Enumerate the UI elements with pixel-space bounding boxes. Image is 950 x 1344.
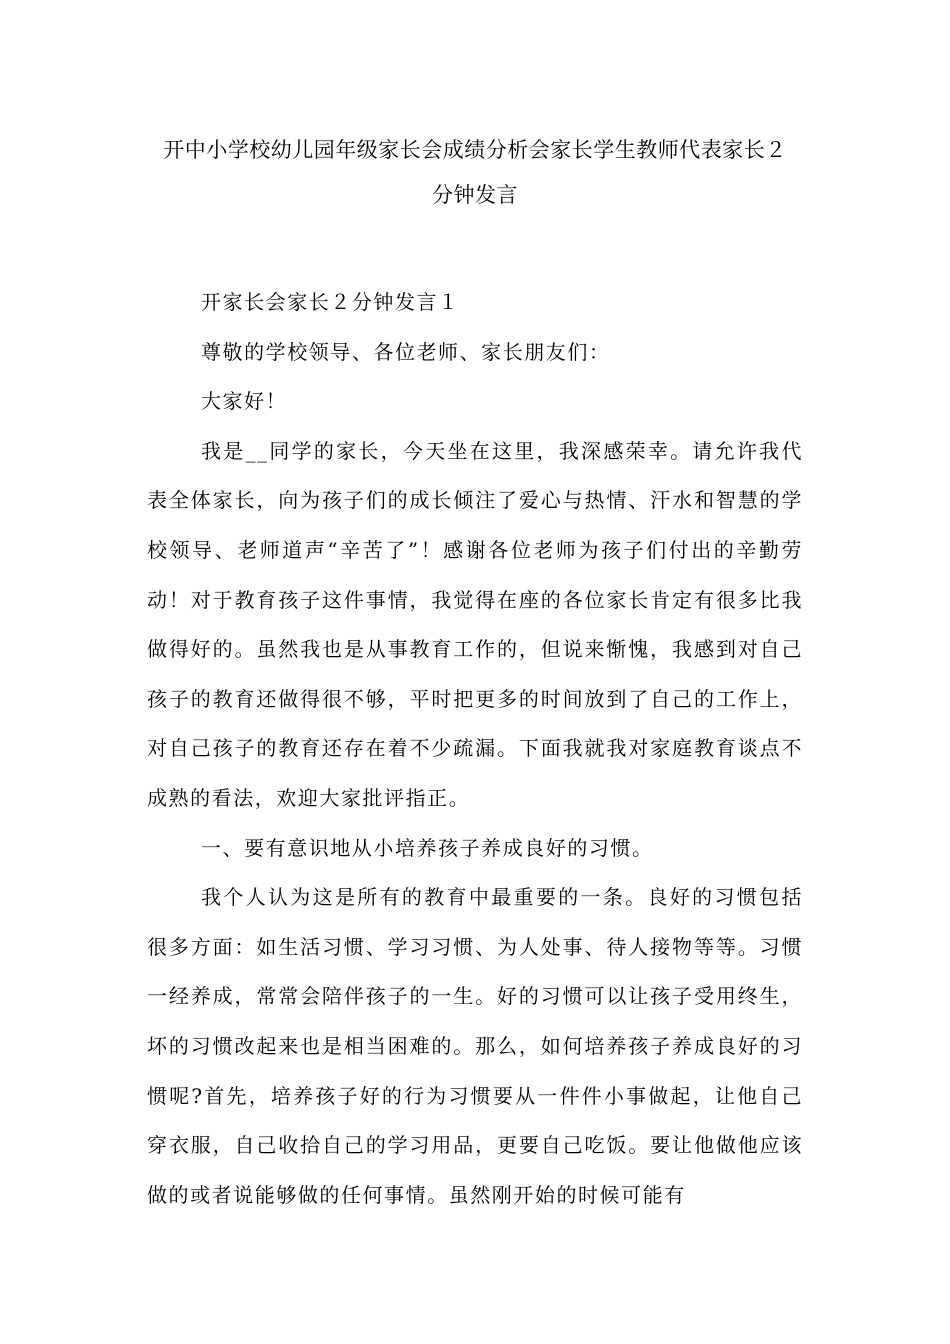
title-line-1: 开中小学校幼儿园年级家长会成绩分析会家长学生教师代表家长２ bbox=[163, 138, 787, 162]
body-paragraph: 我个人认为这是所有的教育中最重要的一条。良好的习惯包括很多方面：如生活习惯、学习习惯、为人处事、待人接物等等。习惯一经养成，常常会陪伴孩子的一生。好的习惯可以让孩子受用终生，坏的习惯改起来也是相当困难的。那么，如何培养孩子养成良好的习惯呢?首先，培养孩子好的行为习惯要从一件件小事做起，让他自己穿衣服，自己收拾自己的学习用品，更要自己吃饭。要让他做他应该做的或者说能够做的任何事情。虽然刚开始的时候可能有 bbox=[147, 885, 803, 1207]
document-body bbox=[147, 278, 803, 1220]
title-line-2: 分钟发言 bbox=[432, 183, 518, 207]
body-paragraph: 我是__同学的家长，今天坐在这里，我深感荣幸。请允许我代表全体家长，向为孩子们的成长倾注了爱心与热情、汗水和智慧的学校领导、老师道声“辛苦了”！感谢各位老师为孩子们付出的辛勤劳动！对于教育孩子这件事情，我觉得在座的各位家长肯定有很多比我做得好的。虽然我也是从事教育工作的，但说来惭愧，我感到对自己孩子的教育还做得很不够，平时把更多的时间放到了自己的工作上，对自己孩子的教育还存在着不少疏漏。下面我就我对家庭教育谈点不成熟的看法，欢迎大家批评指正。 bbox=[147, 438, 803, 810]
greeting: 大家好！ bbox=[201, 389, 288, 414]
document-title bbox=[120, 128, 830, 218]
section-heading: 开家长会家长２分钟发言１ bbox=[201, 290, 460, 314]
salutation: 尊敬的学校领导、各位老师、家长朋友们： bbox=[201, 339, 611, 364]
point-heading: 一、要有意识地从小培养孩子养成良好的习惯。 bbox=[201, 835, 654, 860]
